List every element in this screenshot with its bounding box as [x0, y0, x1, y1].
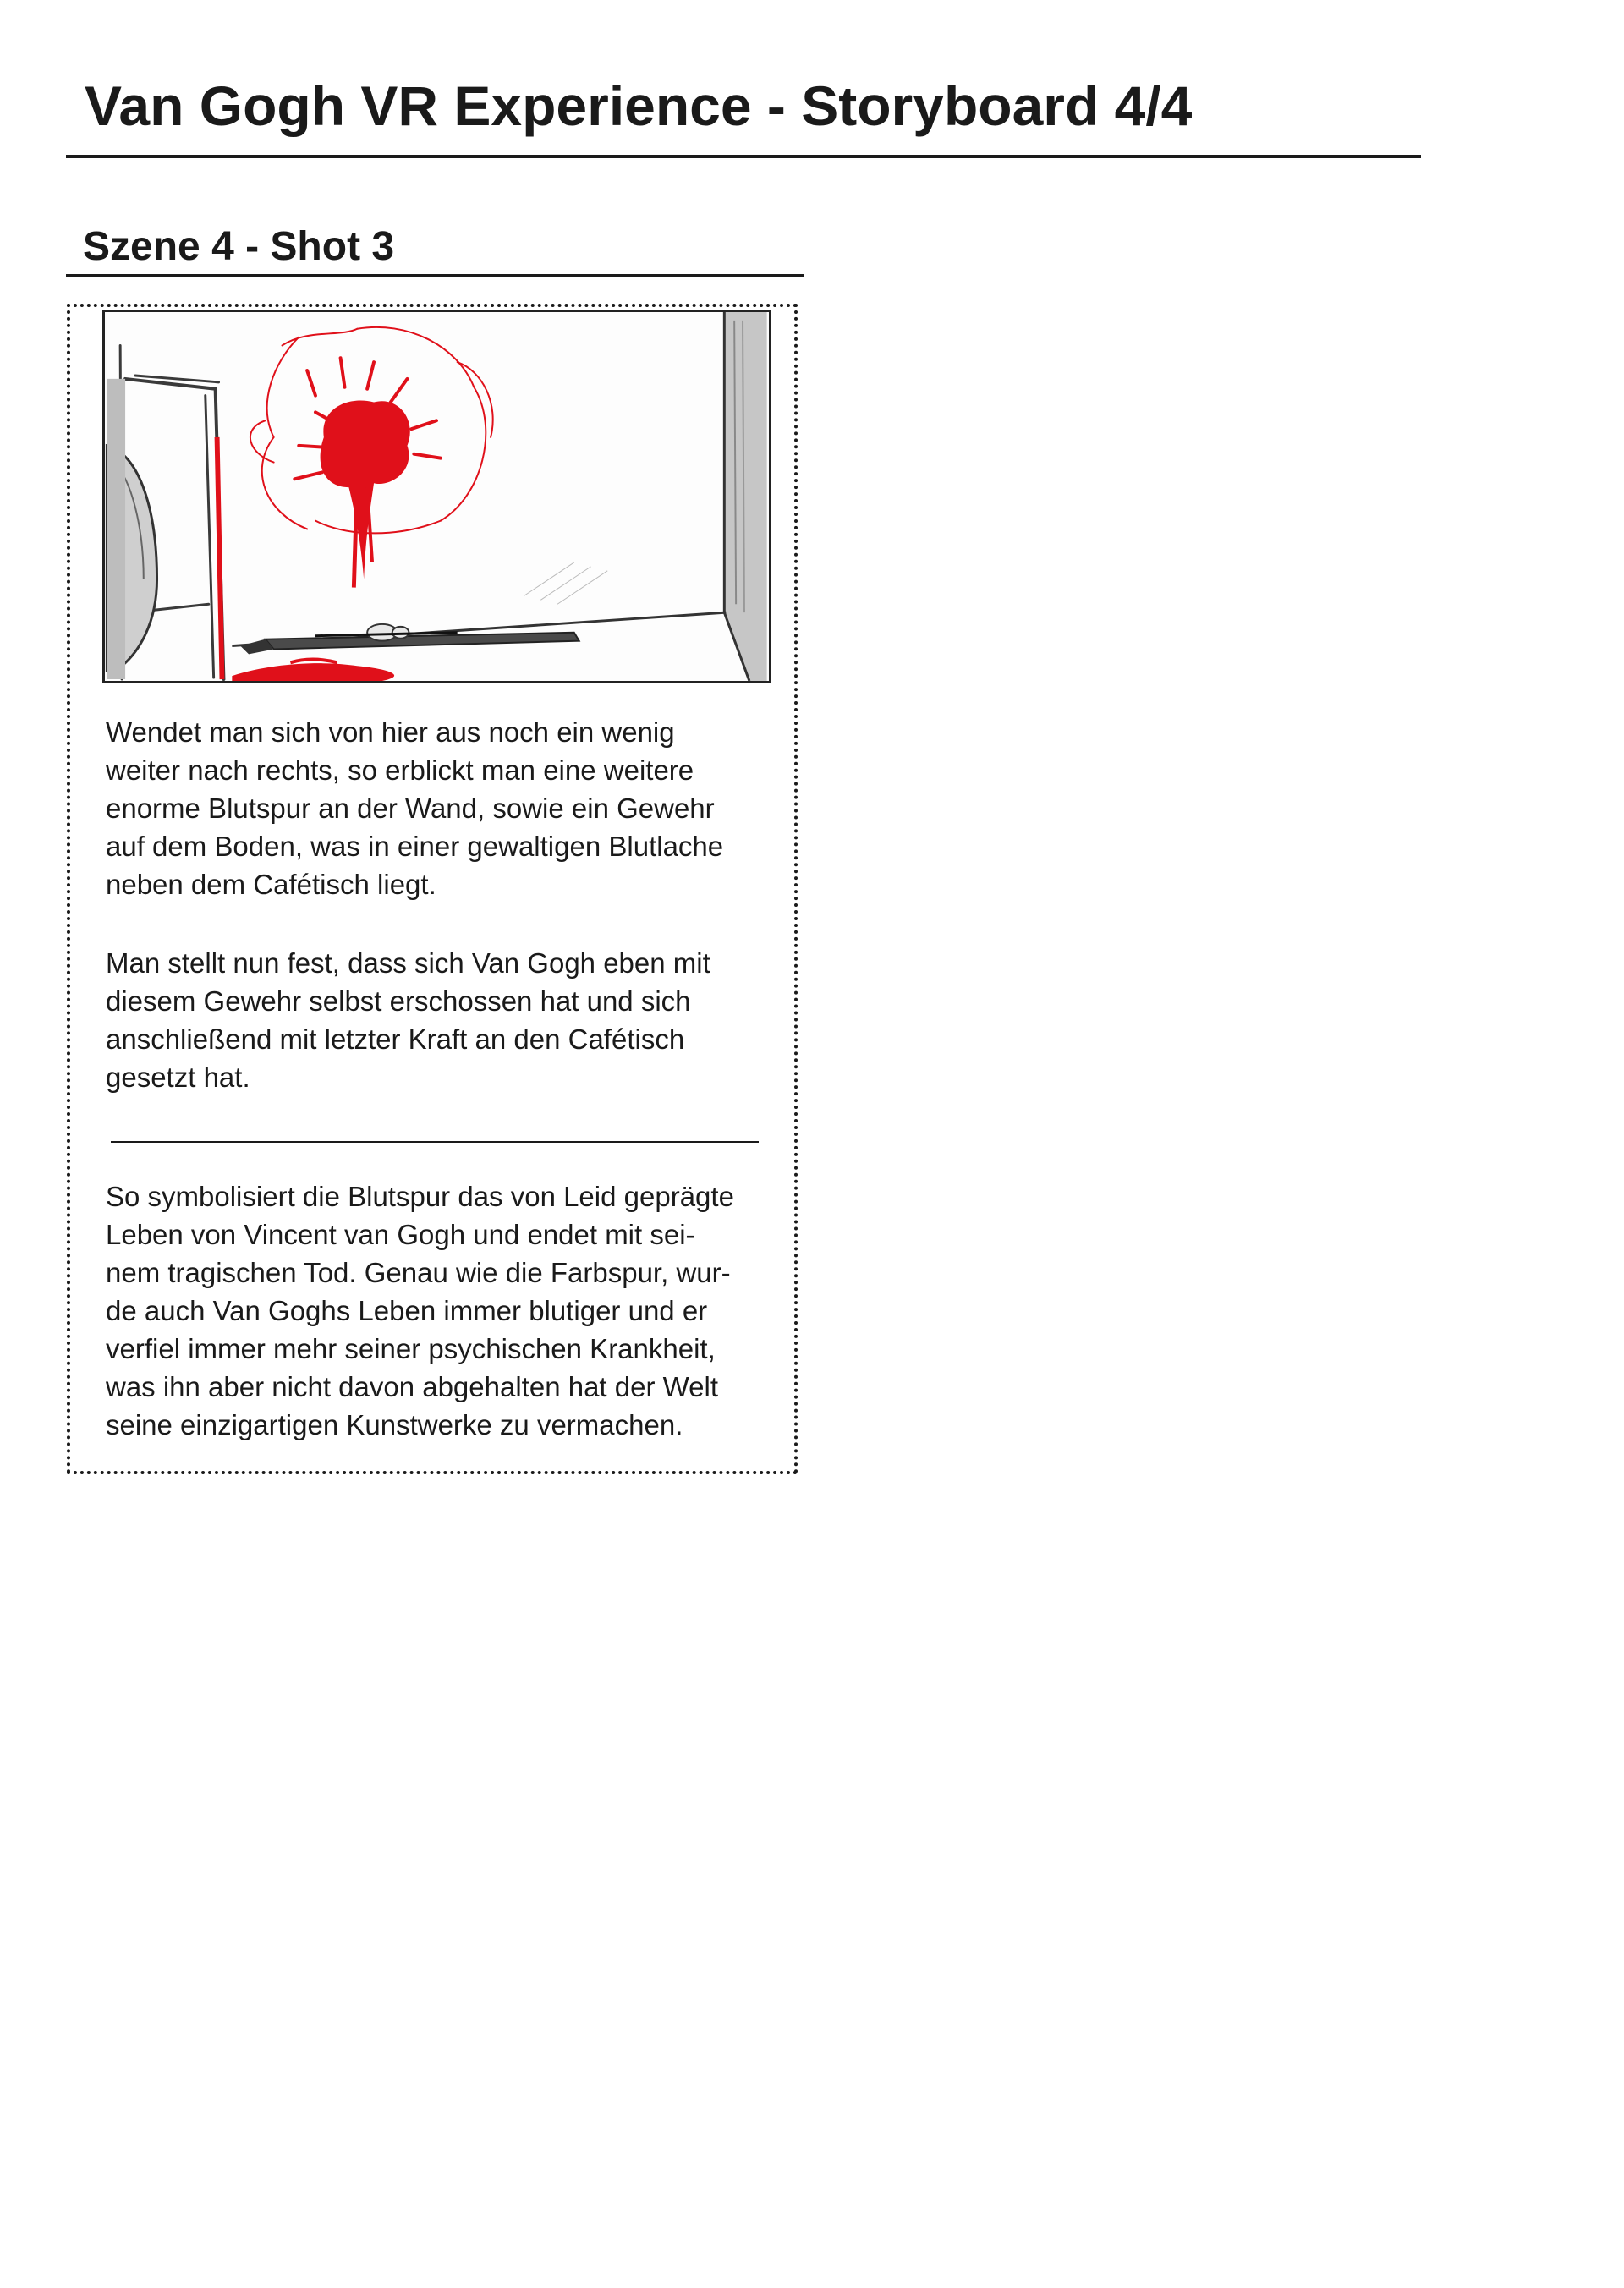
- scene-heading: Szene 4 - Shot 3: [83, 224, 395, 269]
- document-title: Van Gogh VR Experience - Storyboard 4/4: [85, 74, 1193, 137]
- wall-corner-sketch: [724, 312, 766, 681]
- text-line: diesem Gewehr selbst erschossen hat und sich: [106, 985, 691, 1017]
- storyboard-sketch-icon: [105, 312, 769, 681]
- text-line: Wendet man sich von hier aus noch ein wenig: [106, 716, 675, 748]
- text-line: auf dem Boden, was in einer gewaltigen Blutlache: [106, 831, 724, 862]
- title-underline: [66, 155, 1421, 158]
- storyboard-sketch-frame: [102, 310, 771, 683]
- paragraph-symbolism: [106, 1177, 782, 1444]
- text-line: verfiel immer mehr seiner psychischen Krankheit,: [106, 1333, 716, 1364]
- section-divider: [111, 1141, 759, 1143]
- text-line: weiter nach rechts, so erblickt man eine weitere: [106, 754, 694, 786]
- text-line: Man stellt nun fest, dass sich Van Gogh eben mit: [106, 947, 710, 979]
- text-line: neben dem Cafétisch liegt.: [106, 869, 436, 900]
- shot-card: [67, 304, 798, 1474]
- text-line: gesetzt hat.: [106, 1062, 250, 1093]
- text-line: was ihn aber nicht davon abgehalten hat der Welt: [106, 1371, 719, 1402]
- text-line: Leben von Vincent van Gogh und endet mit sei-: [106, 1219, 695, 1250]
- scene-underline: [66, 274, 804, 277]
- text-line: nem tragischen Tod. Genau wie die Farbspur, wur-: [106, 1257, 731, 1288]
- text-line: seine einzigartigen Kunstwerke zu vermachen.: [106, 1409, 683, 1440]
- text-line: enorme Blutspur an der Wand, sowie ein Gewehr: [106, 793, 715, 824]
- text-line: anschließend mit letzter Kraft an den Cafétisch: [106, 1023, 685, 1055]
- paragraph-realization: [106, 944, 782, 1096]
- text-line: So symbolisiert die Blutspur das von Leid geprägte: [106, 1181, 734, 1212]
- text-line: de auch Van Goghs Leben immer blutiger und er: [106, 1295, 708, 1326]
- paragraph-description: [106, 713, 782, 903]
